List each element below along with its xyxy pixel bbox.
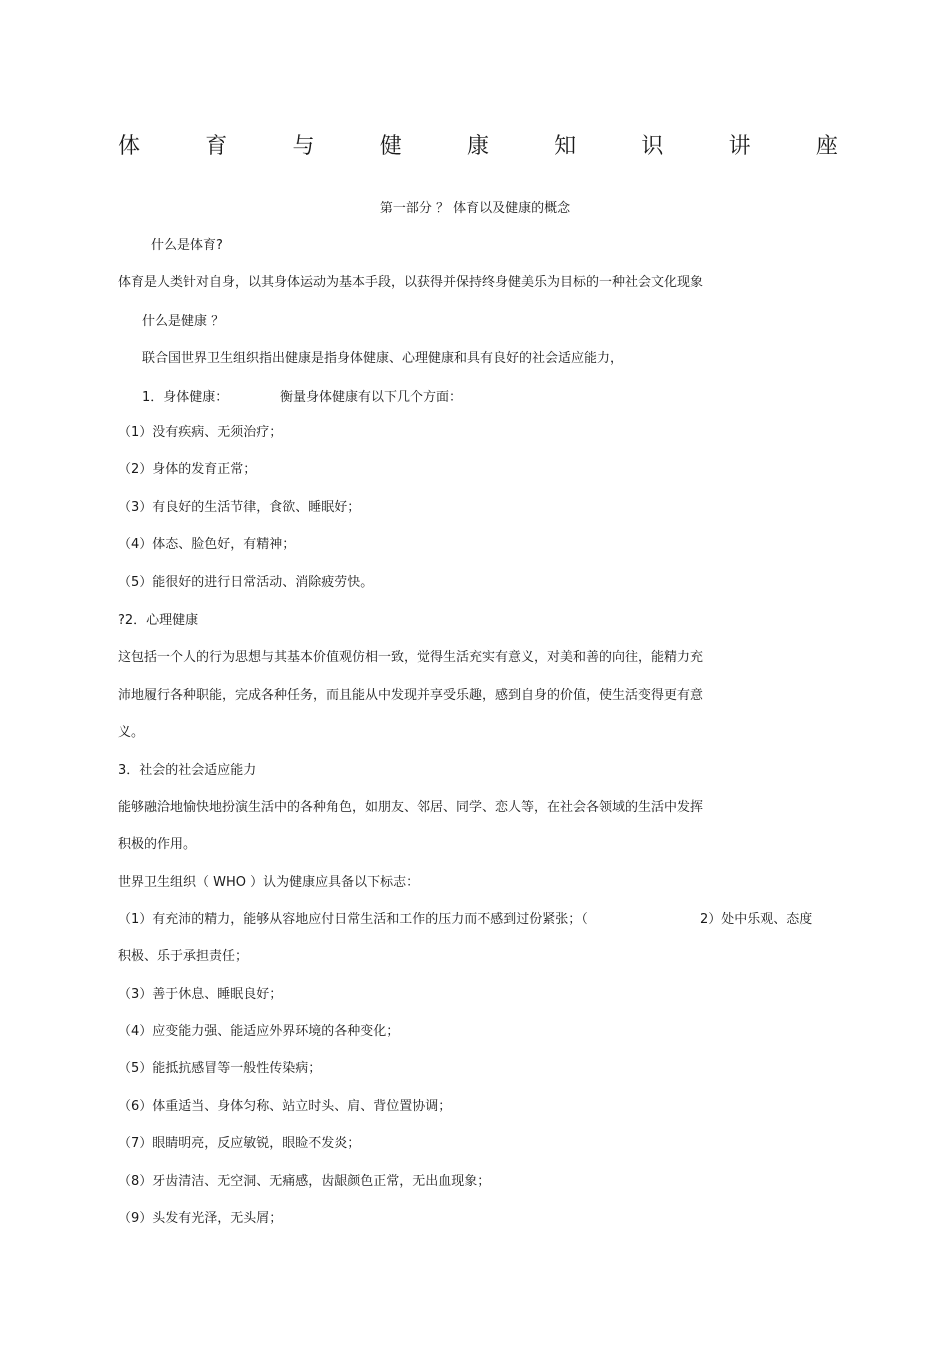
list-item: （1）没有疾病、无须治疗； [118,425,283,440]
document-title [118,133,838,161]
question-what-is-health: 什么是健康 ？ [142,314,225,329]
paragraph-line: 体育是人类针对自身，以其身体运动为基本手段，以获得并保持终身健美乐为目标的一种社会文化现象 [118,275,704,290]
subheading-social-adaptation: 3．社会的社会适应能力 [118,763,257,778]
title-char: 康 [466,134,489,159]
paragraph-line: 这包括一个人的行为思想与其基本价值观仿相一致，觉得生活充实有意义，对美和善的向往，能精力充 [118,650,704,665]
title-char: 讲 [728,134,751,159]
title-char: 与 [292,134,315,159]
list-item: （4）体态、脸色好，有精神； [118,537,296,552]
list-item: 2）处中乐观、态度 [700,912,813,927]
list-item: （3）善于休息、睡眠良好； [118,987,283,1002]
list-item: （8）牙齿清洁、无空洞、无痛感，齿龈颜色正常，无出血现象； [118,1174,491,1189]
subheading-mental-health: ?2．心理健康 [118,613,199,628]
list-item: （1）有充沛的精力，能够从容地应付日常生活和工作的压力而不感到过份紧张；（ [118,912,588,927]
list-item: （6）体重适当、身体匀称、站立时头、肩、背位置协调； [118,1099,452,1114]
paragraph-line: 衡量身体健康有以下几个方面： [280,390,463,405]
title-char: 育 [205,134,228,159]
list-item: （4）应变能力强、能适应外界环境的各种变化； [118,1024,400,1039]
paragraph-line: 世界卫生组织（ WHO ）认为健康应具备以下标志： [118,875,420,890]
title-char: 知 [554,134,577,159]
subheading-physical-health: 1．身体健康： [142,390,229,405]
list-item: （9）头发有光泽，无头屑； [118,1211,283,1226]
paragraph-line: 联合国世界卫生组织指出健康是指身体健康、心理健康和具有良好的社会适应能力， [142,351,624,366]
title-char: 识 [641,134,664,159]
paragraph-line: 沛地履行各种职能，完成各种任务，而且能从中发现并享受乐趣，感到自身的价值，使生活变得更有意 [118,688,704,703]
list-item: （7）眼睛明亮，反应敏锐，眼睑不发炎； [118,1136,361,1151]
list-item: （3）有良好的生活节律，食欲、睡眠好； [118,500,361,515]
list-item: （5）能很好的进行日常活动、消除疲劳快。 [118,575,374,590]
question-what-is-sports: 什么是体育? [151,238,223,253]
title-char: 体 [118,134,141,159]
paragraph-line: 义。 [118,725,145,740]
title-char: 座 [815,134,838,159]
paragraph-line: 积极、乐于承担责任； [118,949,249,964]
list-item: （5）能抵抗感冒等一般性传染病； [118,1061,322,1076]
paragraph-line: 能够融洽地愉快地扮演生活中的各种角色，如朋友、邻居、同学、恋人等，在社会各领域的生活中发挥 [118,800,704,815]
title-char: 健 [379,134,402,159]
section-heading: 第一部分 ？ 体育以及健康的概念 [379,201,571,216]
paragraph-line: 积极的作用。 [118,837,197,852]
list-item: （2）身体的发育正常； [118,462,257,477]
